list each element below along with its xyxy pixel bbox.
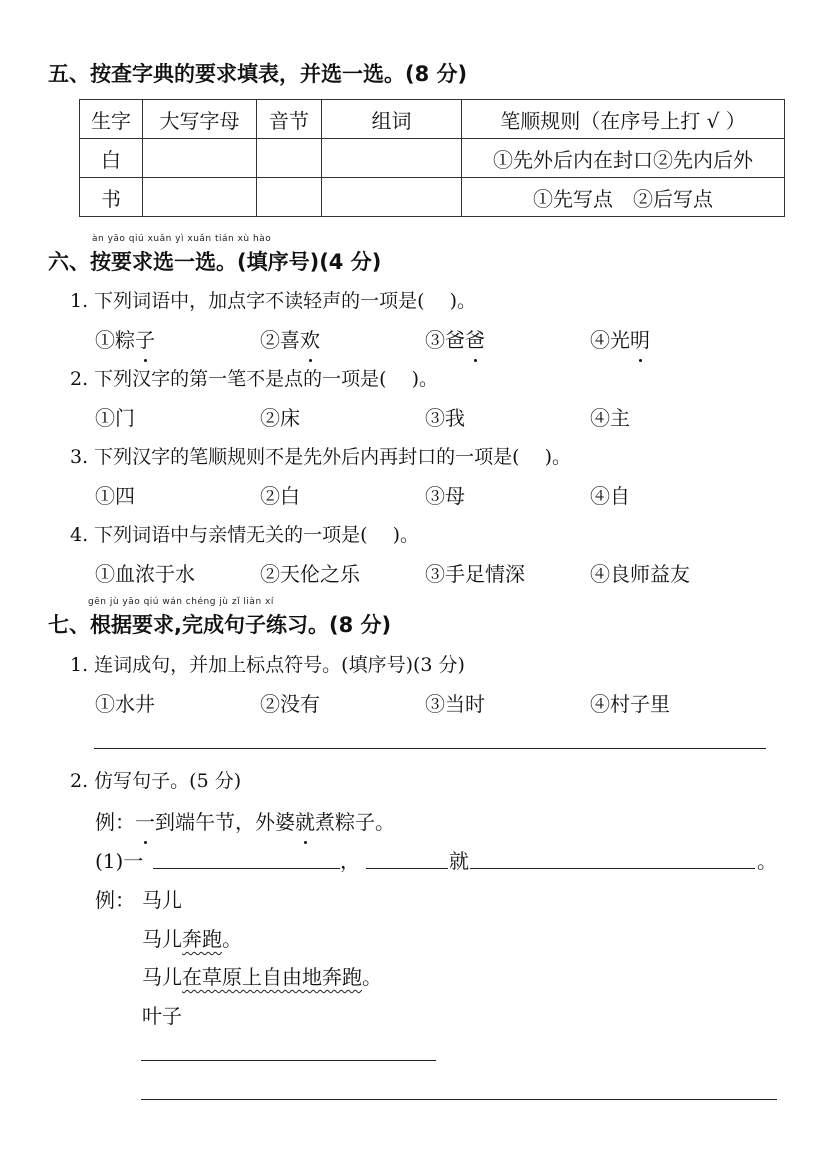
blank-line-1[interactable] xyxy=(153,868,340,869)
blank-cell[interactable] xyxy=(322,139,462,178)
option-6-2-b[interactable]: ②床 xyxy=(260,406,300,430)
option-6-2-d[interactable]: ④主 xyxy=(590,406,630,430)
option-6-2-a[interactable]: ①门 xyxy=(95,406,135,430)
row-rule[interactable]: ①先写点 ②后写点 xyxy=(462,178,785,217)
example-label-2: 例： xyxy=(95,888,135,912)
option-6-1-c[interactable]: ③爸爸 xyxy=(425,324,485,353)
example-sentence-1: 例：一到端午节，外婆就煮粽子。 xyxy=(95,806,395,835)
question-6-2: 2. 下列汉字的第一笔不是点的一项是( )。 xyxy=(70,368,439,390)
answer-line[interactable] xyxy=(94,748,766,749)
answer-line[interactable] xyxy=(141,1099,777,1100)
fill-end: 。 xyxy=(757,849,777,873)
word-card-2: ②没有 xyxy=(260,692,320,716)
question-6-4: 4. 下列词语中与亲情无关的一项是( )。 xyxy=(70,524,420,546)
fill-comma: ， xyxy=(340,849,360,873)
question-6-3: 3. 下列汉字的笔顺规则不是先外后内再封口的一项是( )。 xyxy=(70,446,572,468)
option-6-1-d[interactable]: ④光明 xyxy=(590,324,650,353)
example-line-2: 马儿奔跑。 xyxy=(142,927,242,951)
example-line-3: 马儿在草原上自由地奔跑。 xyxy=(142,965,382,989)
option-6-4-d[interactable]: ④良师益友 xyxy=(590,562,690,586)
option-6-2-c[interactable]: ③我 xyxy=(425,406,465,430)
table-header-row xyxy=(80,100,785,139)
dictionary-table xyxy=(79,99,785,217)
question-7-2: 2. 仿写句子。(5 分) xyxy=(70,770,242,792)
header-stroke-rule: 笔顺规则（在序号上打 √ ） xyxy=(462,100,785,139)
header-word: 组词 xyxy=(322,100,462,139)
option-6-3-c[interactable]: ③母 xyxy=(425,484,465,508)
blank-cell[interactable] xyxy=(143,178,257,217)
option-6-3-d[interactable]: ④自 xyxy=(590,484,630,508)
word-card-3: ③当时 xyxy=(425,692,485,716)
section6-title: 六、按要求选一选。(填序号)(4 分) xyxy=(48,250,382,274)
section5-title: 五、按查字典的要求填表，并选一选。(8 分) xyxy=(48,62,468,86)
blank-cell[interactable] xyxy=(257,178,322,217)
header-syllable: 音节 xyxy=(257,100,322,139)
section6-pinyin: àn yāo qiú xuǎn yì xuǎn tián xù hào xyxy=(92,234,272,244)
blank-cell[interactable] xyxy=(143,139,257,178)
header-capital: 大写字母 xyxy=(143,100,257,139)
section7-title: 七、根据要求,完成句子练习。(8 分) xyxy=(48,613,392,637)
prompt-word: 叶子 xyxy=(142,1004,182,1028)
question-6-1: 1. 下列词语中，加点字不读轻声的一项是( )。 xyxy=(70,290,477,312)
row-char: 书 xyxy=(80,178,143,217)
fill-prefix: (1)一 xyxy=(95,849,144,873)
fill-mid: 就 xyxy=(449,849,469,873)
option-6-1-a[interactable]: ①粽子 xyxy=(95,324,155,353)
answer-line[interactable] xyxy=(141,1060,436,1061)
word-card-1: ①水井 xyxy=(95,692,155,716)
header-char: 生字 xyxy=(80,100,143,139)
table-row xyxy=(80,139,785,178)
word-card-4: ④村子里 xyxy=(590,692,670,716)
blank-line-3[interactable] xyxy=(470,868,755,869)
option-6-3-a[interactable]: ①四 xyxy=(95,484,135,508)
table-row xyxy=(80,178,785,217)
blank-cell[interactable] xyxy=(322,178,462,217)
option-6-3-b[interactable]: ②白 xyxy=(260,484,300,508)
option-6-4-c[interactable]: ③手足情深 xyxy=(425,562,525,586)
blank-cell[interactable] xyxy=(257,139,322,178)
row-char: 白 xyxy=(80,139,143,178)
option-6-4-b[interactable]: ②天伦之乐 xyxy=(260,562,360,586)
example-line-1: 马儿 xyxy=(142,888,182,912)
row-rule[interactable]: ①先外后内在封口②先内后外 xyxy=(462,139,785,178)
question-7-1: 1. 连词成句，并加上标点符号。(填序号)(3 分) xyxy=(70,654,465,676)
blank-line-2[interactable] xyxy=(366,868,448,869)
example-label: 例： xyxy=(95,810,135,834)
option-6-4-a[interactable]: ①血浓于水 xyxy=(95,562,195,586)
section7-pinyin: gēn jù yāo qiú wán chéng jù zǐ liàn xí xyxy=(88,597,274,607)
option-6-1-b[interactable]: ②喜欢 xyxy=(260,324,320,353)
